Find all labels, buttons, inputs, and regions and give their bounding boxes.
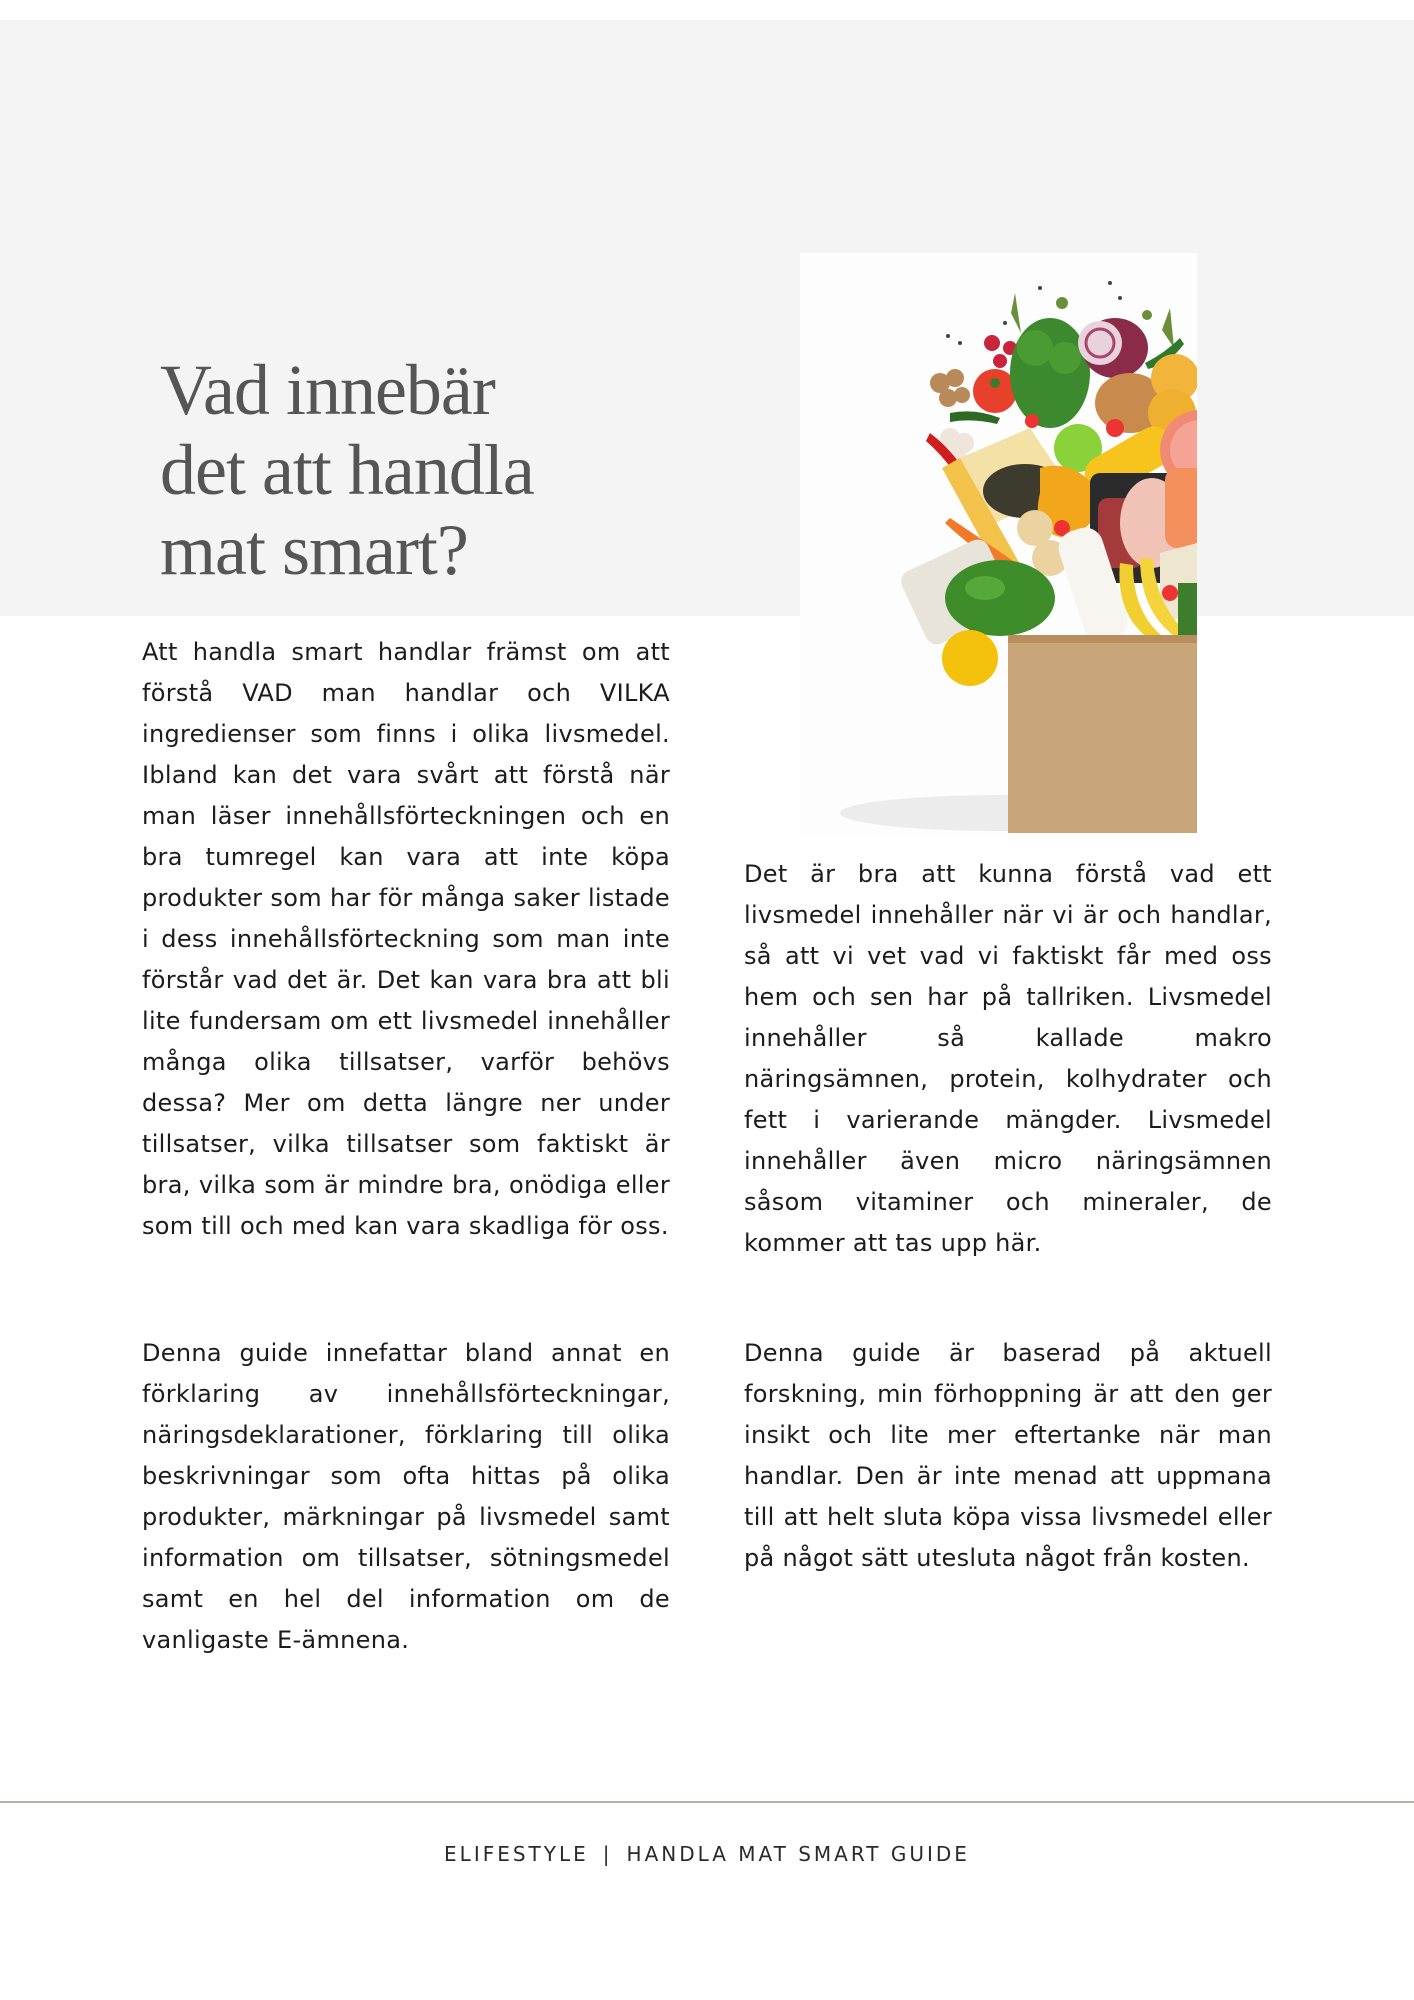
footer-guide-title: HANDLA MAT SMART GUIDE bbox=[626, 1842, 970, 1866]
page-footer bbox=[0, 1842, 1414, 1866]
title-line-1: Vad innebär bbox=[160, 350, 495, 430]
guide-basis-paragraph: Denna guide är baserad på aktuell forskning, min förhoppning är att den ger insikt och lite mer eftertanke när man handlar. Den är inte menad att uppmana till att helt sluta köpa vissa livsmedel eller på något sätt utesluta något från kosten. bbox=[744, 1339, 1272, 1572]
footer-divider bbox=[0, 1801, 1414, 1803]
nutrients-paragraph: Det är bra att kunna förstå vad ett livsmedel innehåller när vi är och handlar, så att vi vet vad vi faktiskt får med oss hem och sen har på tallriken. Livsmedel innehåller så kallade makro näringsämnen, protein, kolhydrater och fett i varierande mängder. Livsmedel innehåller även micro näringsämnen såsom vitaminer och mineraler, de kommer att tas upp här. bbox=[744, 860, 1272, 1257]
footer-separator: | bbox=[602, 1842, 613, 1866]
intro-paragraph: Att handla smart handlar främst om att förstå VAD man handlar och VILKA ingredienser som finns i olika livsmedel. Ibland kan det vara svårt att förstå när man läser innehållsförteckningen och en bra tumregel kan vara att inte köpa produkter som har för många saker listade i dess innehållsförteckning som man inte förstår vad det är. Det kan vara bra att bli lite fundersam om ett livsmedel innehåller många olika tillsatser, varför behövs dessa? Mer om detta längre ner under tillsatser, vilka tillsatser som faktiskt är bra, vilka som är mindre bra, onödiga eller som till och med kan vara skadliga för oss. bbox=[142, 638, 670, 1240]
footer-brand: ELIFESTYLE bbox=[444, 1842, 589, 1866]
groceries-bag-photo bbox=[800, 253, 1197, 833]
title-line-3: mat smart? bbox=[160, 510, 468, 590]
page-title bbox=[160, 350, 680, 590]
guide-contents-paragraph: Denna guide innefattar bland annat en förklaring av innehållsförteckningar, näringsdeklarationer, förklaring till olika beskrivningar som ofta hittas på olika produkter, märkningar på livsmedel samt information om tillsatser, sötningsmedel samt en hel del information om de vanligaste E-ämnena. bbox=[142, 1339, 670, 1654]
title-line-2: det att handla bbox=[160, 430, 534, 510]
